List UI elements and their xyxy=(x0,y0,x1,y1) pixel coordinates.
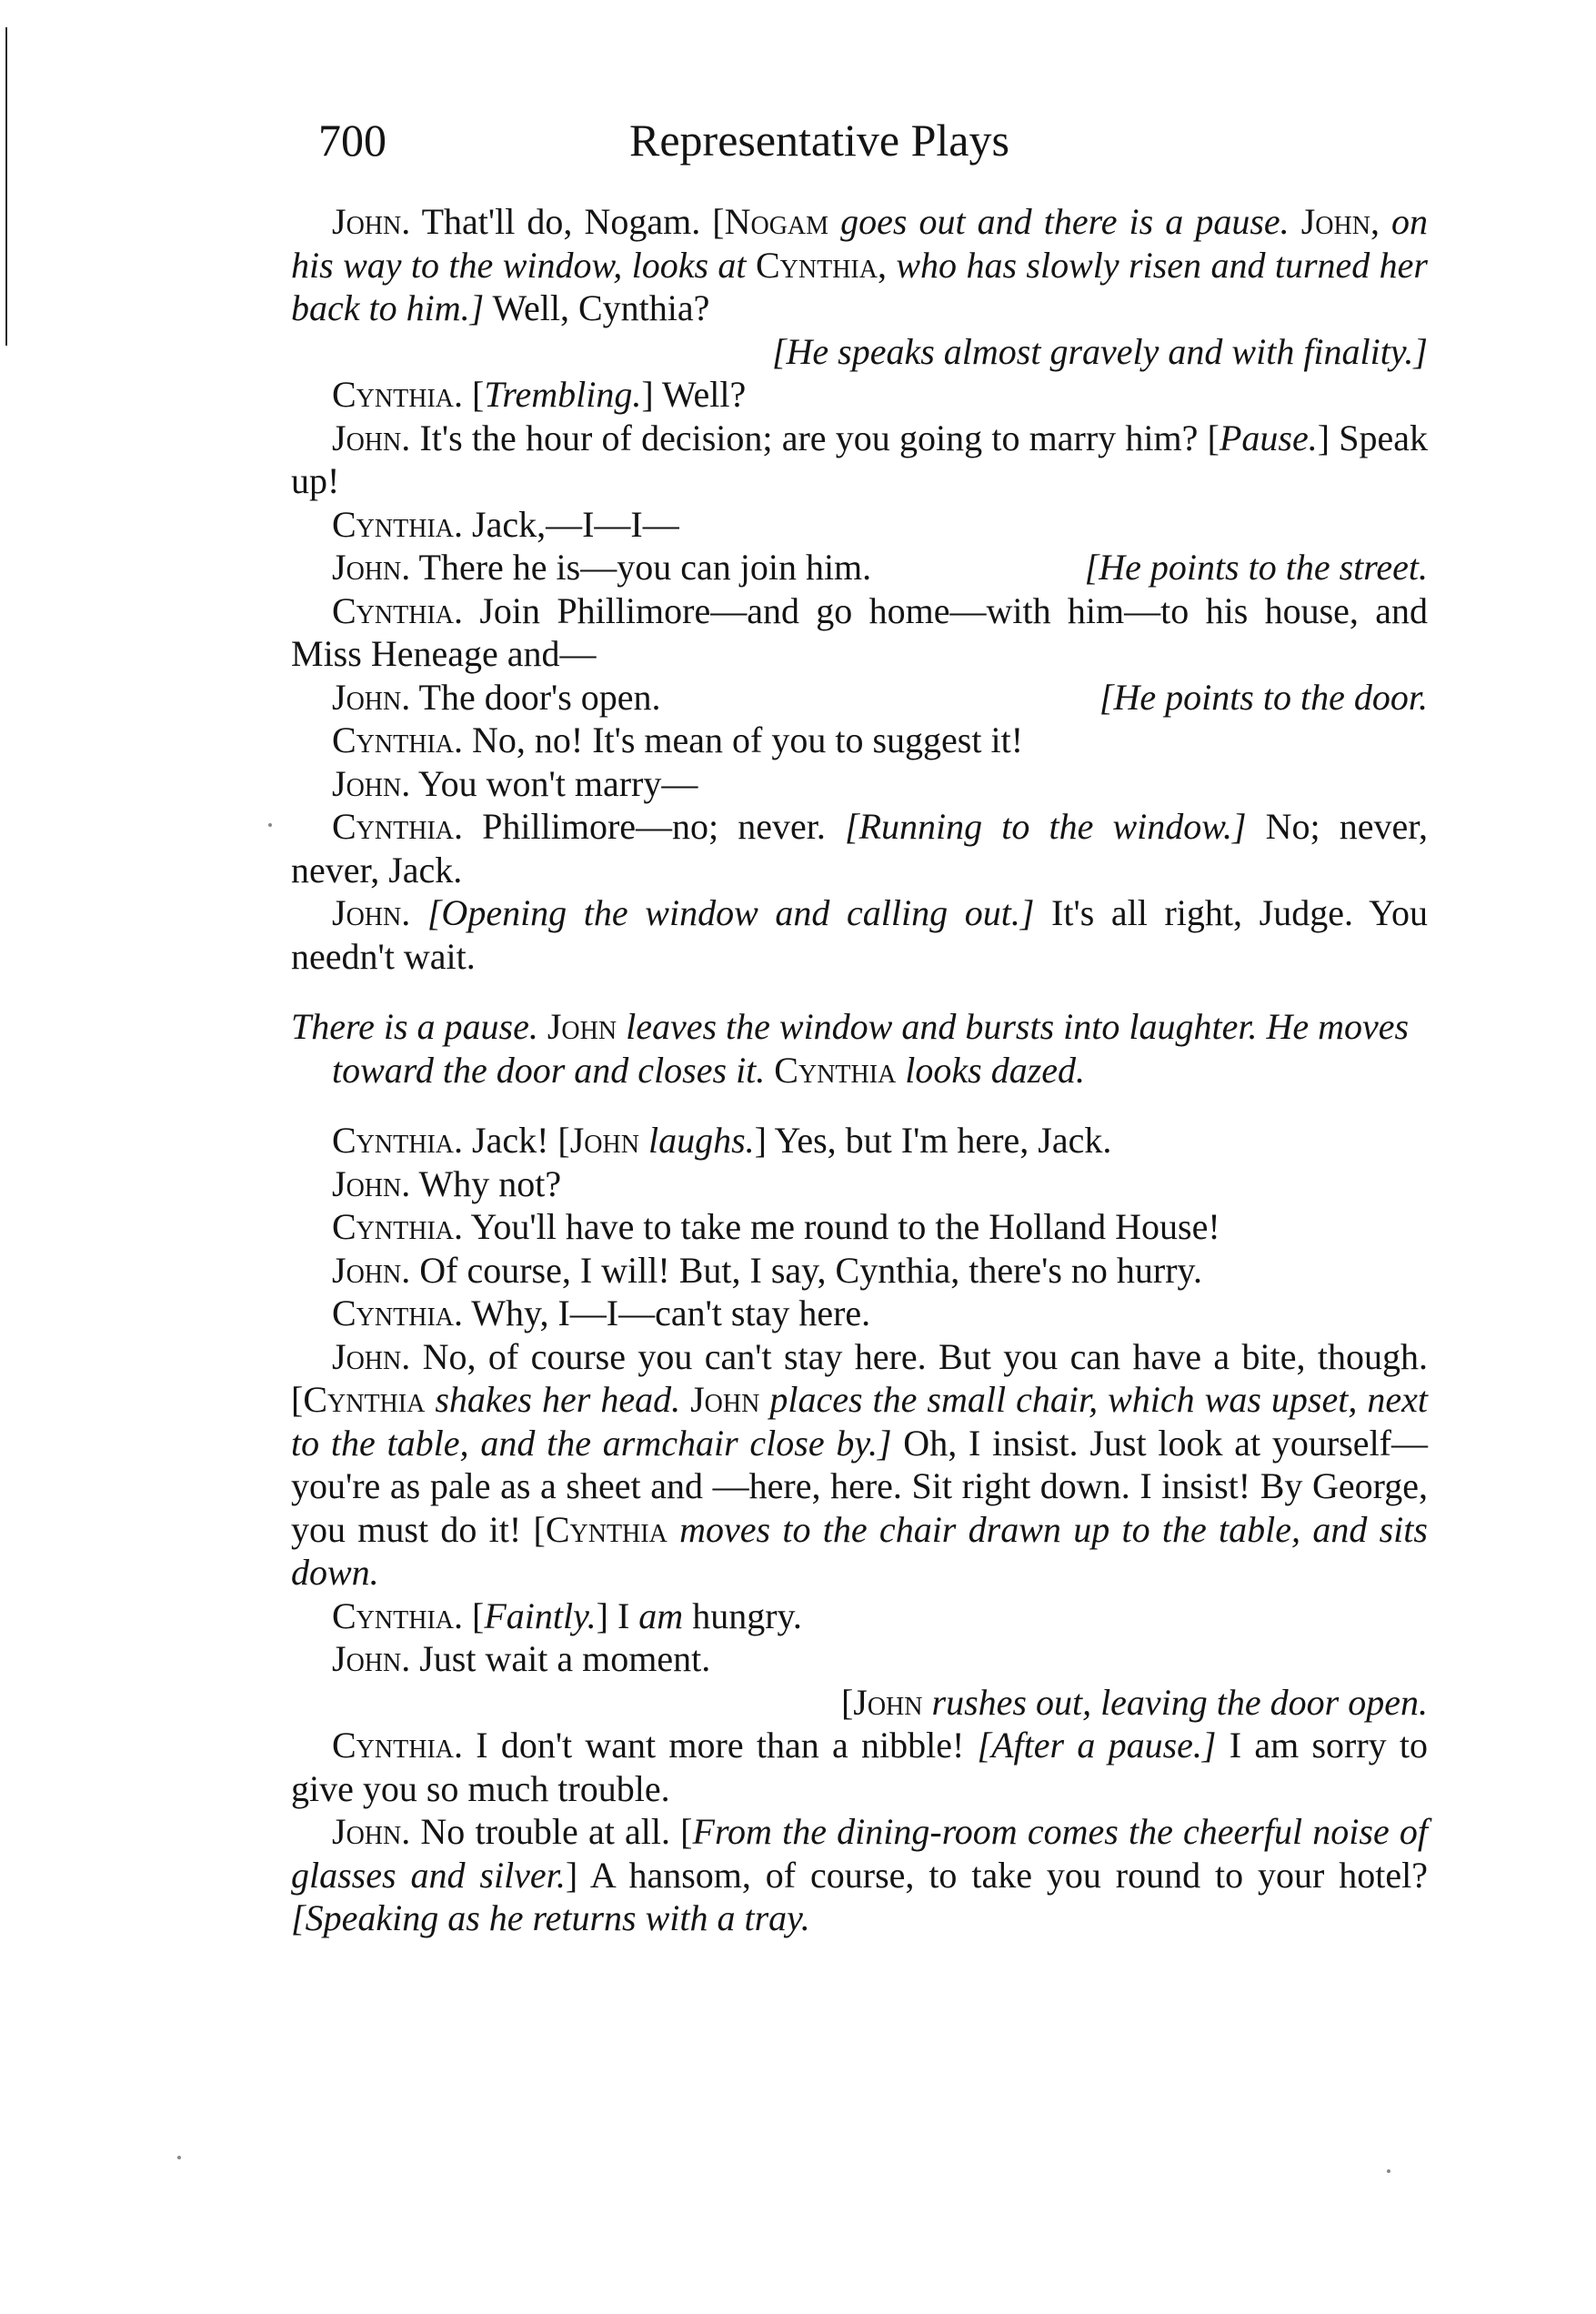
scan-speck xyxy=(268,823,272,827)
speech-john-2: John. It's the hour of decision; are you going to marry him? [Pause.] Speak up! xyxy=(291,417,1429,501)
speech-john-11: John. No trouble at all. [From the dining-room comes the cheerful noise of glasses and silver.] A hansom, of course, to take you round to your hotel? [Speaking as he returns with a tray. xyxy=(291,1811,1429,1938)
stage-direction: [John rushes out, leaving the door open. xyxy=(840,1681,1428,1723)
speech-cynthia-4: Cynthia. No, no! It's mean of you to suggest it! xyxy=(332,719,1024,760)
page-number: 700 xyxy=(318,115,386,166)
scan-speck xyxy=(1387,2169,1390,2173)
speech-cynthia-7: Cynthia. You'll have to take me round to the Holland House! xyxy=(332,1206,1220,1247)
speech-cynthia-9: Cynthia. [Faintly.] I am hungry. xyxy=(332,1595,802,1636)
speech-cynthia-6: Cynthia. Jack! [John laughs.] Yes, but I'm here, Jack. xyxy=(332,1120,1112,1161)
speech-john-3: John. There he is—you can join him. [He points to the street. xyxy=(332,547,1428,588)
speech-cynthia-3: Cynthia. Join Phillimore—and go home—with him—to his house, and Miss Heneage and— xyxy=(291,589,1428,674)
speech-cynthia-1: Cynthia. [Trembling.] Well? xyxy=(332,374,747,415)
stage-direction: [He speaks almost gravely and with finality.] xyxy=(771,330,1428,372)
speech-john-6: John. [Opening the window and calling out.] It's all right, Judge. You needn't wait. xyxy=(291,892,1428,977)
speech-john-10: John. Just wait a moment. xyxy=(332,1638,711,1679)
speech-cynthia-8: Cynthia. Why, I—I—can't stay here. xyxy=(332,1293,871,1333)
speech-john-9: John. No, of course you can't stay here. But you can have a bite, though. [Cynthia shakes her head. John places the small chair, which was upset, next to the table, and the armchair close by.] Oh, I insist. Just look at yourself—you're as pale as a sheet and —here, here. Sit right down. I insist! By George, you must do it! [Cynthia moves to the chair drawn up to the table, and sits down. xyxy=(291,1335,1428,1593)
speech-john-4: John. The door's open. [He points to the door. xyxy=(332,676,1428,718)
speech-john-5: John. You won't marry— xyxy=(332,762,698,804)
speech-cynthia-2: Cynthia. Jack,—I—I— xyxy=(332,503,679,545)
speech-john-8: John. Of course, I will! But, I say, Cynthia, there's no hurry. xyxy=(332,1249,1202,1291)
stage-direction-block: There is a pause. John leaves the window and bursts into laughter. He moves toward the door and closes it. Cynthia looks dazed. xyxy=(291,1006,1410,1091)
speech-cynthia-5: Cynthia. Phillimore—no; never. [Running to the window.] No; never, never, Jack. xyxy=(291,806,1428,890)
scan-speck xyxy=(177,2156,181,2159)
page-edge-line xyxy=(5,27,7,346)
running-title: Representative Plays xyxy=(629,115,1009,166)
play-text xyxy=(291,200,1428,1940)
speech-cynthia-10: Cynthia. I don't want more than a nibble! [After a pause.] I am sorry to give you so much trouble. xyxy=(291,1725,1429,1809)
speech-john-1: John. That'll do, Nogam. [Nogam goes out and there is a pause. John, on his way to the window, looks at Cynthia, who has slowly risen and turned her back to him.] Well, Cynthia? xyxy=(291,201,1429,328)
speech-john-7: John. Why not? xyxy=(332,1162,562,1204)
